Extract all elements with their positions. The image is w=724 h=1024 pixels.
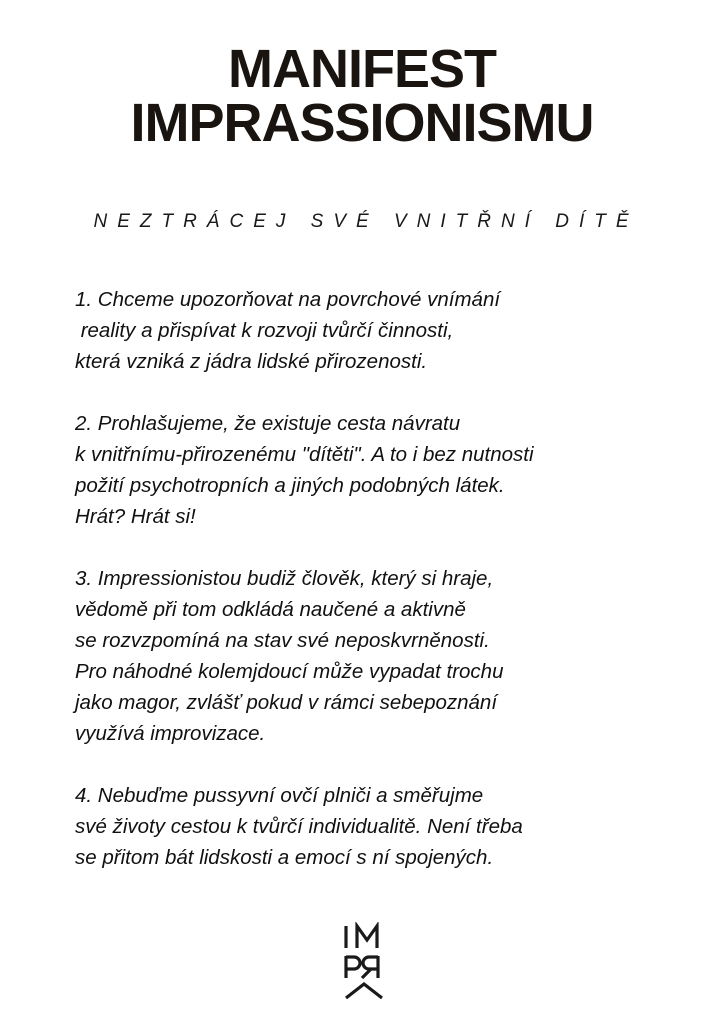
manifest-points (75, 284, 715, 904)
subtitle: NEZTRÁCEJ SVÉ VNITŘNÍ DÍTĚ (93, 211, 639, 232)
point-line: reality a přispívat k rozvoji tvůrčí činnosti, (75, 319, 454, 342)
point-line: využívá improvizace. (75, 722, 266, 745)
point-line: jako magor, zvlášť pokud v rámci sebepoznání (75, 691, 498, 714)
point-line: vědomě při tom odkládá naučené a aktivně (75, 598, 466, 621)
manifest-point-2 (75, 408, 715, 532)
point-line: se rozvzpomíná na stav své neposkvrněnosti. (75, 629, 490, 652)
title-line-1: MANIFEST (228, 39, 496, 99)
title-line-2: IMPRASSIONISMU (130, 93, 594, 153)
manifest-point-3 (75, 563, 715, 749)
point-line: se přitom bát lidskosti a emocí s ní spojených. (75, 846, 494, 869)
impra-monogram-icon (337, 922, 389, 1002)
point-line: 3. Impressionistou budiž člověk, který si hraje, (75, 567, 494, 590)
manifest-point-1 (75, 284, 715, 377)
point-line: 1. Chceme upozorňovat na povrchové vnímání (75, 288, 501, 311)
point-line: své životy cestou k tvůrčí individualitě. Není třeba (75, 815, 523, 838)
point-line: požití psychotropních a jiných podobných látek. (75, 474, 505, 497)
point-line: Pro náhodné kolemjdoucí může vypadat trochu (75, 660, 504, 683)
page-title (0, 39, 724, 153)
manifest-point-4 (75, 780, 715, 873)
point-line: která vzniká z jádra lidské přirozenosti. (75, 350, 428, 373)
point-line: k vnitřnímu-přirozenému "dítěti". A to i bez nutnosti (75, 443, 534, 466)
point-line: Hrát? Hrát si! (75, 505, 196, 528)
point-line: 2. Prohlašujeme, že existuje cesta návratu (75, 412, 461, 435)
point-line: 4. Nebuďme pussyvní ovčí plniči a směřujme (75, 784, 484, 807)
